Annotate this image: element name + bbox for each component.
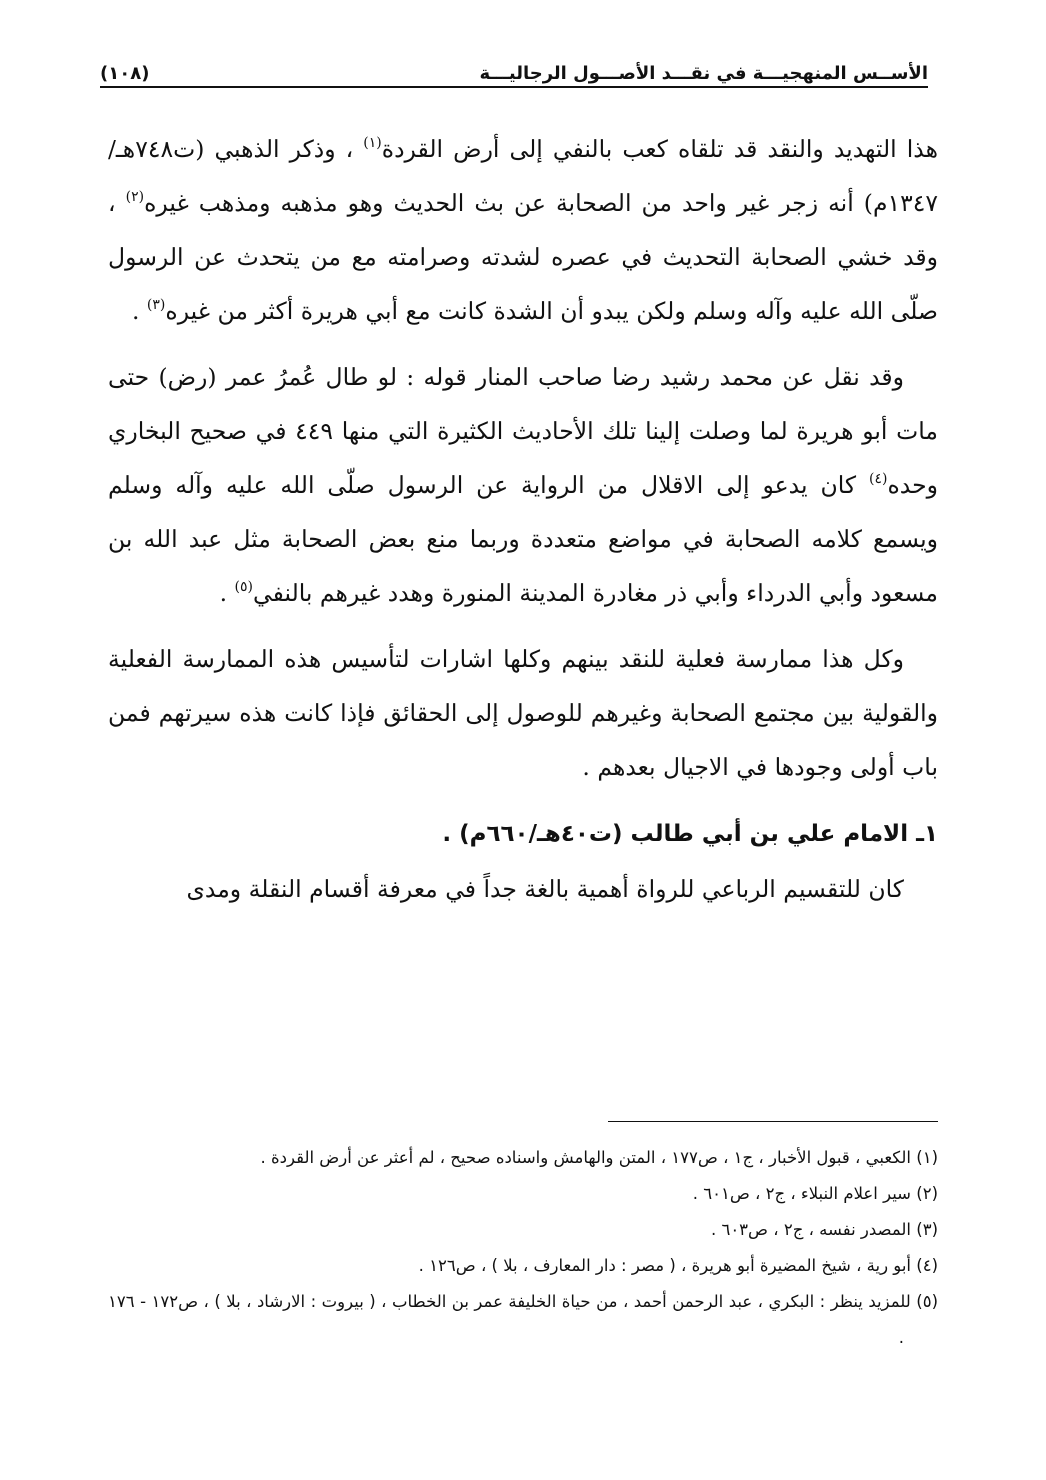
running-title: الأســس المنهجيـــة في نقـــد الأصـــول الرجاليـــة xyxy=(479,63,928,84)
footnotes xyxy=(108,1140,938,1356)
footnote-ref-1: (١) xyxy=(363,135,382,151)
footnote-ref-3: (٣) xyxy=(146,297,166,313)
paragraph-1: هذا التهديد والنقد قد تلقاه كعب بالنفي إلى أرض القردة$^{(١)}$ ، وذكر الذهبي (ت٧٤٨هـ/١٣٤٧م) أنه زجر غير واحد من الصحابة عن بث الحديث وهو مذهبه ومذهب غيره$^{(٢)}$ ، وقد خشي الصحابة التحديث في عصره لشدته وصرامته مع من يتحدث عن الرسول صلّى الله عليه وآله وسلم ولكن يبدو أن الشدة كانت مع أبي هريرة أكثر من غيره$^{(٣)}$ . xyxy=(108,135,938,325)
footnote-ref-4: (٤) xyxy=(869,471,888,487)
footnote-1: (١) الكعبي ، قبول الأخبار ، ج١ ، ص١٧٧ ، المتن والهامش واسناده صحيح ، لم أعثر عن أرض القردة . xyxy=(260,1148,938,1167)
paragraph-3: وكل هذا ممارسة فعلية للنقد بينهم وكلها اشارات لتأسيس هذه الممارسة الفعلية والقولية بين مجتمع الصحابة وغيرهم للوصول إلى الحقائق فإذا كانت هذه سيرتهم فمن باب أولى وجودها في الاجيال بعدهم . xyxy=(108,645,938,781)
main-text xyxy=(108,122,938,928)
footnote-4: (٤) أبو رية ، شيخ المضيرة أبو هريرة ، ( مصر : دار المعارف ، بلا ) ، ص١٢٦ . xyxy=(418,1256,938,1275)
footnote-ref-5: (٥) xyxy=(234,579,253,595)
header-rule xyxy=(100,86,928,88)
footnote-3: (٣) المصدر نفسه ، ج٢ ، ص٦٠٣ . xyxy=(710,1220,938,1239)
paragraph-2: وقد نقل عن محمد رشيد رضا صاحب المنار قوله : لو طال عُمرُ عمر (رض) حتى مات أبو هريرة لما وصلت إلينا تلك الأحاديث الكثيرة التي منها ٤٤٩ في صحيح البخاري وحده$^{(٤)}$ كان يدعو إلى الاقلال من الرواية عن الرسول صلّى الله عليه وآله وسلم ويسمع كلامه الصحابة في مواضع متعددة وربما منع بعض الصحابة مثل عبد الله بن مسعود وأبي الدرداء وأبي ذر مغادرة المدينة المنورة وهدد غيرهم بالنفي$^{(٥)}$ . xyxy=(108,363,938,607)
running-header xyxy=(100,50,928,84)
footnote-5: (٥) للمزيد ينظر : البكري ، عبد الرحمن أحمد ، من حياة الخليفة عمر بن الخطاب ، ( بيروت : الارشاد ، بلا ) ، ص١٧٢ - ١٧٦ . xyxy=(108,1292,938,1347)
footnote-2: (٢) سير اعلام النبلاء ، ج٢ ، ص٦٠١ . xyxy=(692,1184,938,1203)
footnote-ref-2: (٢) xyxy=(125,189,145,205)
section-heading: ١ـ الامام علي بن أبي طالب (ت٤٠هـ/٦٦٠م) . xyxy=(442,821,938,847)
footnote-separator xyxy=(608,1121,938,1122)
section-paragraph: كان للتقسيم الرباعي للرواة أهمية بالغة جداً في معرفة أقسام النقلة ومدى xyxy=(186,875,904,903)
page-number: (١٠٨) xyxy=(100,63,150,84)
